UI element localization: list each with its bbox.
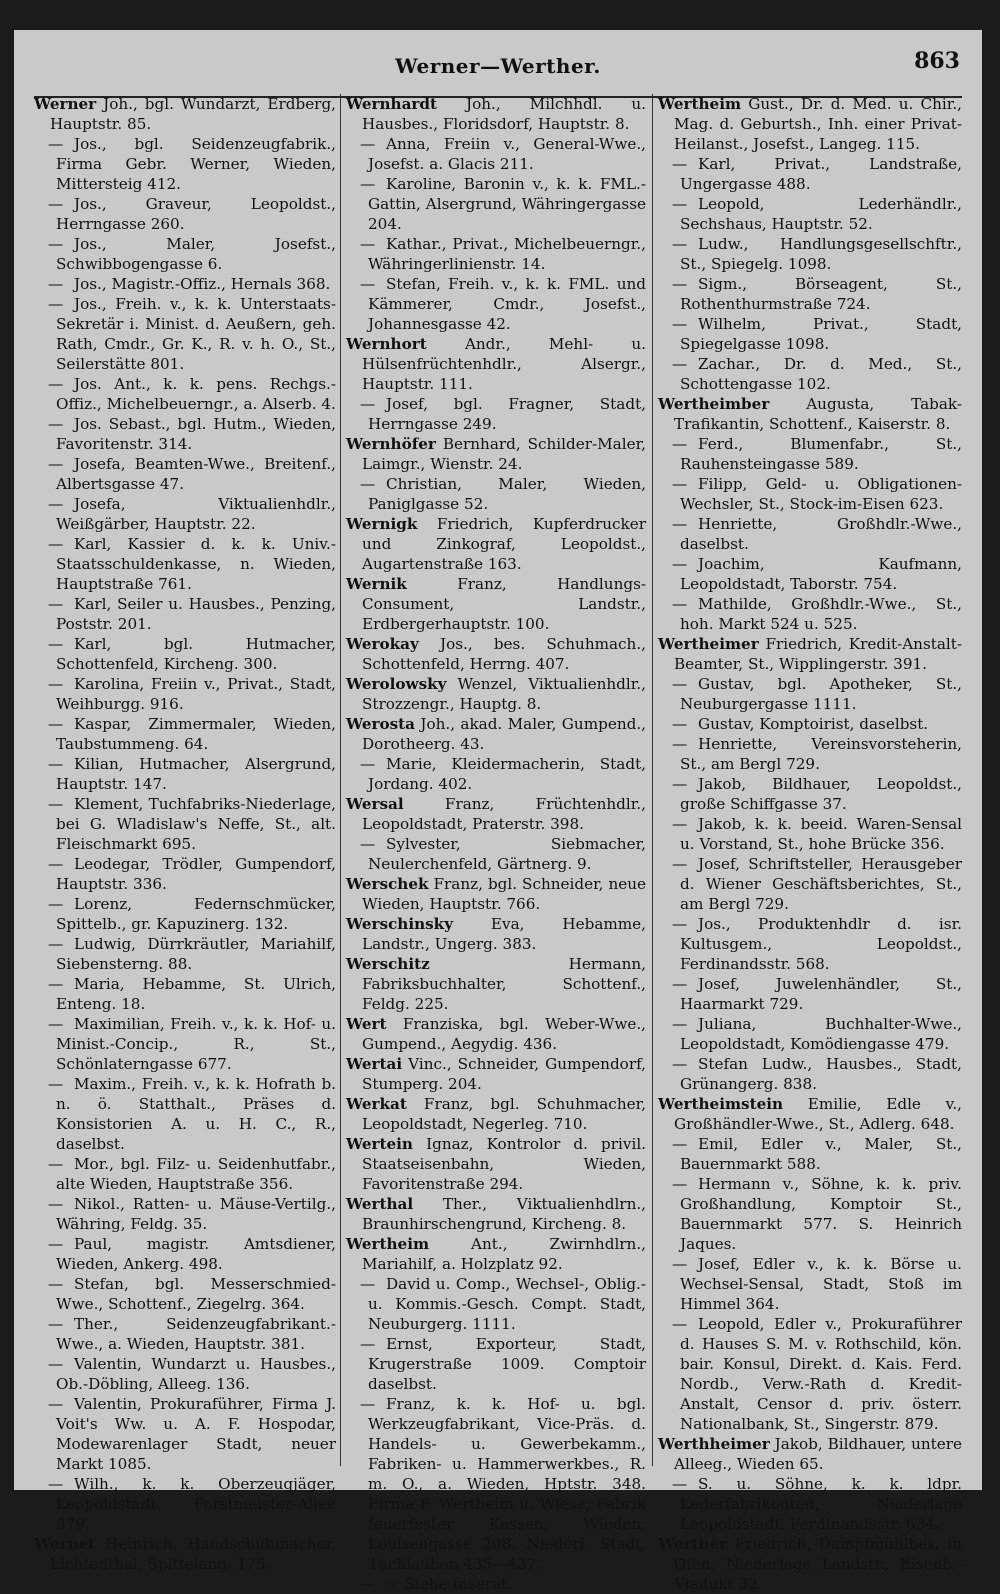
ditto-dash: —: [360, 1575, 376, 1593]
entry-text: Heinrich, Handschuhmacher, Lichtenthal, Spittelang. 175.: [50, 1535, 336, 1573]
entry-text: Joachim, Kaufmann, Leopoldstadt, Taborstr. 754.: [680, 555, 962, 593]
directory-entry: [658, 1534, 962, 1594]
column-2: [346, 94, 647, 1593]
directory-entry: [346, 834, 646, 874]
column-divider: [652, 94, 653, 1466]
entry-text: Bernhard, Schilder-Maler, Laimgr., Wienstr. 24.: [362, 435, 646, 473]
entry-text: Klement, Tuchfabriks-Niederlage, bei G. Wladislaw's Neffe, St., alt. Fleischmarkt 695.: [56, 795, 336, 853]
ditto-dash: —: [48, 235, 64, 253]
directory-entry: [658, 1094, 962, 1134]
ditto-dash: —: [48, 415, 64, 433]
entry-surname: Wernet: [34, 1535, 96, 1553]
directory-entry: [34, 1194, 336, 1234]
directory-entry: [658, 854, 962, 914]
entry-text: Wilh., k. k. Oberzeugjäger, Leopoldstadt, Forstmeister-Allee 379.: [56, 1475, 336, 1533]
entry-text: Emil, Edler v., Maler, St., Bauernmarkt 588.: [680, 1135, 962, 1173]
entry-text: Jos., bes. Schuhmach., Schottenfeld, Herrng. 407.: [362, 635, 646, 673]
directory-entry: [346, 134, 646, 174]
entry-text: Marie, Kleidermacherin, Stadt, Jordang. 402.: [368, 755, 646, 793]
entry-text: Jos., bgl. Seidenzeugfabrik., Firma Gebr. Werner, Wieden, Mittersteig 412.: [56, 135, 336, 193]
directory-entry: [658, 394, 962, 434]
ditto-dash: —: [48, 635, 64, 653]
directory-entry: [658, 1434, 962, 1474]
ditto-dash: —: [672, 1315, 688, 1333]
directory-entry: [346, 1234, 646, 1274]
ditto-dash: —: [360, 475, 376, 493]
entry-text: Stefan Ludw., Hausbes., Stadt, Grünangerg. 838.: [680, 1055, 962, 1093]
directory-entry: [658, 634, 962, 674]
ditto-dash: —: [360, 835, 376, 853]
directory-entry: [346, 1094, 646, 1134]
directory-entry: [346, 434, 646, 474]
entry-text: Leopold, Edler v., Prokuraführer d. Hauses S. M. v. Rothschild, kön. bair. Konsul, Direkt. d. Kais. Ferd. Nordb., Verw.-Rath d. Kredit-Anstalt, Censor d. priv. österr. Nationalbank, St., Singerstr. 879.: [680, 1315, 962, 1433]
entry-text: Kaspar, Zimmermaler, Wieden, Taubstummeng. 64.: [56, 715, 336, 753]
directory-entry: [346, 1274, 646, 1334]
directory-entry: [34, 494, 336, 534]
entry-text: Jos., Freih. v., k. k. Unterstaats-Sekretär i. Minist. d. Aeußern, geh. Rath, Cmdr., Gr. K., R. v. h. O., St., Seilerstätte 801.: [56, 295, 336, 373]
entry-text: Josef, bgl. Fragner, Stadt, Herrngasse 249.: [368, 395, 646, 433]
directory-entry: [346, 174, 646, 234]
entry-text: Henriette, Großhdlr.-Wwe., daselbst.: [680, 515, 962, 553]
directory-entry: [658, 594, 962, 634]
entry-text: Leopold, Lederhändlr., Sechshaus, Hauptstr. 52.: [680, 195, 962, 233]
entry-text: Franz, Handlungs-Consument, Landstr., Erdbergerhauptstr. 100.: [362, 575, 646, 633]
entry-text: Friedrich, Kredit-Anstalt-Beamter, St., Wipplingerstr. 391.: [674, 635, 962, 673]
ditto-dash: —: [48, 375, 64, 393]
entry-text: Stefan, bgl. Messerschmied-Wwe., Schottenf., Ziegelrg. 364.: [56, 1275, 336, 1313]
entry-text: Karolina, Freiin v., Privat., Stadt, Weihburgg. 916.: [56, 675, 336, 713]
entry-surname: Wertheimber: [658, 395, 770, 413]
directory-entry: [658, 474, 962, 514]
entry-surname: Wertein: [346, 1135, 413, 1153]
directory-entry: [34, 1534, 336, 1574]
entry-text: Ludw., Handlungsgesellschftr., St., Spiegelg. 1098.: [680, 235, 962, 273]
column-1: [34, 94, 336, 1573]
ditto-dash: —: [48, 295, 64, 313]
directory-entry: [658, 714, 962, 734]
entry-text: Nikol., Ratten- u. Mäuse-Vertilg., Währing, Feldg. 35.: [56, 1195, 336, 1233]
ditto-dash: —: [360, 235, 376, 253]
directory-entry: [658, 674, 962, 714]
ditto-dash: —: [48, 1475, 64, 1493]
entry-surname: Werosta: [346, 715, 416, 733]
entry-surname: Werolowsky: [346, 675, 447, 693]
ditto-dash: —: [48, 895, 64, 913]
ditto-dash: —: [48, 675, 64, 693]
directory-entry: [658, 974, 962, 1014]
entry-surname: Werthal: [346, 1195, 414, 1213]
ditto-dash: —: [672, 915, 688, 933]
entry-surname: Wernhort: [346, 335, 427, 353]
entry-text: Gust., Dr. d. Med. u. Chir., Mag. d. Geburtsh., Inh. einer Privat-Heilanst., Josefst., Langeg. 115.: [674, 95, 963, 153]
ditto-dash: —: [672, 555, 688, 573]
entry-text: S. u. Söhne, k. k. ldpr. Lederfabrikonten, Niederlage Leopoldstadt, Ferdinandsstr. 634.: [680, 1475, 962, 1533]
directory-entry: [34, 1234, 336, 1274]
entry-text: Joh., Milchhdl. u. Hausbes., Floridsdorf, Hauptstr. 8.: [362, 95, 646, 133]
entry-surname: Werther: [658, 1535, 728, 1553]
entry-text: Gustav, Komptoirist, daselbst.: [698, 715, 929, 733]
entry-text: Andr., Mehl- u. Hülsenfrüchtenhdlr., Alsergr., Hauptstr. 111.: [362, 335, 646, 393]
entry-surname: Wersal: [346, 795, 404, 813]
directory-entry: [346, 1394, 646, 1574]
entry-surname: Werner: [34, 95, 97, 113]
entry-text: Franz, bgl. Schuhmacher, Leopoldstadt, Negerleg. 710.: [362, 1095, 647, 1133]
entry-text: Karl, bgl. Hutmacher, Schottenfeld, Kircheng. 300.: [56, 635, 336, 673]
directory-entry: [658, 814, 962, 854]
ditto-dash: —: [360, 175, 376, 193]
directory-entry: [658, 1174, 962, 1254]
directory-entry: [34, 294, 336, 374]
ditto-dash: —: [672, 1015, 688, 1033]
entry-text: Jos., Graveur, Leopoldst., Herrngasse 260.: [56, 195, 336, 233]
ditto-dash: —: [48, 535, 64, 553]
directory-entry: [34, 794, 336, 854]
ditto-dash: —: [672, 715, 688, 733]
entry-surname: Wert: [346, 1015, 387, 1033]
ditto-dash: —: [360, 275, 376, 293]
entry-surname: Wernhöfer: [346, 435, 436, 453]
directory-entry: [658, 1134, 962, 1174]
ditto-dash: —: [48, 755, 64, 773]
entry-text: Wilhelm, Privat., Stadt, Spiegelgasse 1098.: [680, 315, 962, 353]
entry-text: Lorenz, Federnschmücker, Spittelb., gr. Kapuzinerg. 132.: [56, 895, 336, 933]
entry-surname: Werkat: [346, 1095, 407, 1113]
entry-text: Valentin, Wundarzt u. Hausbes., Ob.-Döbling, Alleeg. 136.: [56, 1355, 336, 1393]
entry-text: ☞ Siehe Inserat.: [386, 1575, 513, 1593]
directory-entry: [658, 354, 962, 394]
entry-text: Stefan, Freih. v., k. k. FML. und Kämmerer, Cmdr., Josefst., Johannesgasse 42.: [368, 275, 646, 333]
ditto-dash: —: [48, 1395, 64, 1413]
entry-text: Mor., bgl. Filz- u. Seidenhutfabr., alte Wieden, Hauptstraße 356.: [56, 1155, 336, 1193]
entry-text: Mathilde, Großhdlr.-Wwe., St., hoh. Markt 524 u. 525.: [680, 595, 962, 633]
entry-text: Kathar., Privat., Michelbeuerngr., Währingerlinienstr. 14.: [368, 235, 646, 273]
entry-text: Hermann, Fabriksbuchhalter, Schottenf., Feldg. 225.: [362, 955, 646, 1013]
ditto-dash: —: [360, 395, 376, 413]
directory-entry: [658, 1054, 962, 1094]
directory-entry: [346, 1334, 646, 1394]
directory-entry: [34, 454, 336, 494]
running-head: Werner—Werther.: [395, 54, 601, 78]
ditto-dash: —: [672, 735, 688, 753]
directory-entry: [346, 1054, 646, 1094]
entry-surname: Werschitz: [346, 955, 430, 973]
ditto-dash: —: [672, 515, 688, 533]
ditto-dash: —: [672, 435, 688, 453]
entry-text: Paul, magistr. Amtsdiener, Wieden, Ankerg. 498.: [56, 1235, 336, 1273]
directory-entry: [346, 274, 646, 334]
entry-text: Karl, Seiler u. Hausbes., Penzing, Poststr. 201.: [56, 595, 336, 633]
entry-text: Jakob, Bildhauer, Leopoldst., große Schiffgasse 37.: [680, 775, 962, 813]
ditto-dash: —: [672, 1135, 688, 1153]
directory-entry: [346, 234, 646, 274]
ditto-dash: —: [672, 195, 688, 213]
directory-entry: [346, 1014, 646, 1054]
entry-text: Josef, Schriftsteller, Herausgeber d. Wiener Geschäftsberichtes, St., am Bergl 729.: [680, 855, 962, 913]
entry-text: Karl, Privat., Landstraße, Ungergasse 488.: [680, 155, 962, 193]
directory-entry: [34, 1154, 336, 1194]
entry-text: Josef, Juwelenhändler, St., Haarmarkt 729.: [680, 975, 962, 1013]
ditto-dash: —: [672, 315, 688, 333]
entry-surname: Wertheim: [658, 95, 742, 113]
directory-entry: [346, 754, 646, 794]
entry-text: Valentin, Prokuraführer, Firma J. Voit's Ww. u. A. F. Hospodar, Modewarenlager Stadt, neuer Markt 1085.: [56, 1395, 336, 1473]
directory-entry: [346, 634, 646, 674]
directory-entry: [34, 414, 336, 454]
entry-text: Maxim., Freih. v., k. k. Hofrath b. n. ö. Statthalt., Präses d. Konsistorien A. u. H. C., R., daselbst.: [56, 1075, 336, 1153]
directory-entry: [346, 334, 646, 394]
entry-text: Hermann v., Söhne, k. k. priv. Großhandlung, Komptoir St., Bauernmarkt 577. S. Heinrich Jaques.: [680, 1175, 962, 1253]
entry-text: Ernst, Exporteur, Stadt, Krugerstraße 1009. Comptoir daselbst.: [368, 1335, 646, 1393]
directory-entry: [34, 594, 336, 634]
directory-entry: [34, 634, 336, 674]
ditto-dash: —: [360, 755, 376, 773]
entry-text: Zachar., Dr. d. Med., St., Schottengasse 102.: [680, 355, 962, 393]
directory-entry: [346, 394, 646, 434]
directory-entry: [34, 274, 336, 294]
ditto-dash: —: [48, 1275, 64, 1293]
directory-entry: [658, 554, 962, 594]
ditto-dash: —: [360, 1395, 376, 1413]
ditto-dash: —: [672, 675, 688, 693]
entry-text: Ther., Viktualienhdlrn., Braunhirschengrund, Kircheng. 8.: [362, 1195, 647, 1233]
entry-surname: Wertheim: [346, 1235, 430, 1253]
ditto-dash: —: [672, 1255, 688, 1273]
directory-entry: [34, 894, 336, 934]
ditto-dash: —: [360, 135, 376, 153]
ditto-dash: —: [672, 775, 688, 793]
ditto-dash: —: [672, 235, 688, 253]
entry-text: Jos., Produktenhdlr d. isr. Kultusgem., Leopoldst., Ferdinandsstr. 568.: [680, 915, 962, 973]
directory-entry: [34, 1014, 336, 1074]
ditto-dash: —: [48, 1075, 64, 1093]
entry-text: Franziska, bgl. Weber-Wwe., Gumpend., Aegydig. 436.: [362, 1015, 646, 1053]
entry-text: David u. Comp., Wechsel-, Oblig.- u. Kommis.-Gesch. Compt. Stadt, Neuburgerg. 1111.: [368, 1275, 646, 1333]
directory-entry: [34, 1074, 336, 1154]
entry-surname: Werokay: [346, 635, 419, 653]
page-header: [14, 44, 982, 84]
entry-text: Joh., bgl. Wundarzt, Erdberg, Hauptstr. 85.: [50, 95, 336, 133]
ditto-dash: —: [48, 795, 64, 813]
directory-entry: [658, 1474, 962, 1534]
entry-text: Josefa, Viktualienhdlr., Weißgärber, Hauptstr. 22.: [56, 495, 336, 533]
entry-surname: Wertheimer: [658, 635, 759, 653]
entry-text: Josefa, Beamten-Wwe., Breitenf., Albertsgasse 47.: [56, 455, 336, 493]
entry-text: Ludwig, Dürrkräutler, Mariahilf, Siebensterng. 88.: [56, 935, 336, 973]
ditto-dash: —: [48, 595, 64, 613]
directory-entry: [34, 1274, 336, 1314]
entry-text: Sylvester, Siebmacher, Neulerchenfeld, Gärtnerg. 9.: [368, 835, 646, 873]
directory-entry: [34, 234, 336, 274]
ditto-dash: —: [672, 475, 688, 493]
entry-text: Jakob, Bildhauer, untere Alleeg., Wieden 65.: [674, 1435, 963, 1473]
ditto-dash: —: [360, 1275, 376, 1293]
directory-entry: [658, 514, 962, 554]
directory-entry: [34, 754, 336, 794]
entry-text: Emilie, Edle v., Großhändler-Wwe., St., Adlerg. 648.: [674, 1095, 963, 1133]
directory-entry: [658, 1014, 962, 1054]
directory-entry: [346, 794, 646, 834]
ditto-dash: —: [672, 1055, 688, 1073]
directory-entry: [34, 934, 336, 974]
entry-text: Joh., akad. Maler, Gumpend., Dorotheerg. 43.: [362, 715, 646, 753]
entry-text: Jos., Magistr.-Offiz., Hernals 368.: [74, 275, 331, 293]
directory-entry: [34, 94, 336, 134]
directory-entry: [658, 94, 962, 154]
page-number: 863: [914, 48, 960, 74]
directory-entry: [34, 134, 336, 194]
ditto-dash: —: [360, 1335, 376, 1353]
entry-text: Christian, Maler, Wieden, Paniglgasse 52.: [368, 475, 646, 513]
entry-text: Maria, Hebamme, St. Ulrich, Enteng. 18.: [56, 975, 336, 1013]
entry-text: Jos. Ant., k. k. pens. Rechgs.-Offiz., Michelbeuerngr., a. Alserb. 4.: [56, 375, 336, 413]
directory-entry: [346, 914, 646, 954]
ditto-dash: —: [48, 1155, 64, 1173]
ditto-dash: —: [672, 1175, 688, 1193]
entry-text: Friedrich, Kupferdrucker und Zinkograf, Leopoldst., Augartenstraße 163.: [362, 515, 647, 573]
directory-entry: [658, 734, 962, 774]
ditto-dash: —: [48, 455, 64, 473]
ditto-dash: —: [48, 1355, 64, 1373]
ditto-dash: —: [48, 275, 64, 293]
directory-entry: [658, 314, 962, 354]
entry-text: Vinc., Schneider, Gumpendorf, Stumperg. 204.: [362, 1055, 646, 1093]
directory-entry: [34, 714, 336, 754]
ditto-dash: —: [48, 195, 64, 213]
entry-text: Augusta, Tabak-Trafikantin, Schottenf., Kaiserstr. 8.: [674, 395, 962, 433]
entry-surname: Werschek: [346, 875, 429, 893]
directory-entry: [346, 574, 646, 634]
ditto-dash: —: [48, 1315, 64, 1333]
entry-text: Friedrich, Dampfmühlbes. in Ofen, Niederlage Landstr., Eisenb.-Viadukt 32.: [674, 1535, 962, 1593]
entry-text: Leodegar, Trödler, Gumpendorf, Hauptstr. 336.: [56, 855, 336, 893]
directory-entry: [346, 94, 646, 134]
ditto-dash: —: [48, 975, 64, 993]
entry-text: Ignaz, Kontrolor d. privil. Staatseisenbahn, Wieden, Favoritenstraße 294.: [362, 1135, 647, 1193]
entry-text: Ther., Seidenzeugfabrikant.-Wwe., a. Wieden, Hauptstr. 381.: [56, 1315, 336, 1353]
entry-text: Josef, Edler v., k. k. Börse u. Wechsel-Sensal, Stadt, Stoß im Himmel 364.: [680, 1255, 962, 1313]
directory-entry: [34, 674, 336, 714]
directory-entry: [346, 1134, 646, 1194]
entry-text: Franz, Früchtenhdlr., Leopoldstadt, Praterstr. 398.: [362, 795, 646, 833]
entry-surname: Wernik: [346, 575, 407, 593]
directory-entry: [658, 154, 962, 194]
ditto-dash: —: [48, 135, 64, 153]
ditto-dash: —: [48, 495, 64, 513]
directory-entry: [34, 1314, 336, 1354]
directory-entry: [34, 534, 336, 594]
entry-text: Juliana, Buchhalter-Wwe., Leopoldstadt, Komödiengasse 479.: [680, 1015, 962, 1053]
directory-entry: [346, 514, 646, 574]
entry-text: Henriette, Vereinsvorsteherin, St., am Bergl 729.: [680, 735, 962, 773]
directory-entry: [658, 194, 962, 234]
entry-text: Maximilian, Freih. v., k. k. Hof- u. Minist.-Concip., R., St., Schönlaterngasse 677.: [56, 1015, 336, 1073]
entry-text: Sigm., Börseagent, St., Rothenthurmstraße 724.: [680, 275, 962, 313]
directory-entry: [34, 974, 336, 1014]
ditto-dash: —: [672, 1475, 688, 1493]
ditto-dash: —: [672, 595, 688, 613]
entry-text: Franz, bgl. Schneider, neue Wieden, Hauptstr. 766.: [362, 875, 647, 913]
directory-entry: [34, 854, 336, 894]
ditto-dash: —: [48, 1195, 64, 1213]
directory-entry: [346, 474, 646, 514]
directory-entry: [34, 1394, 336, 1474]
entry-text: Karoline, Baronin v., k. k. FML.-Gattin, Alsergrund, Währingergasse 204.: [368, 175, 646, 233]
ditto-dash: —: [48, 935, 64, 953]
directory-entry: [34, 374, 336, 414]
entry-text: Gustav, bgl. Apotheker, St., Neuburgergasse 1111.: [680, 675, 962, 713]
directory-page: [14, 30, 982, 1593]
directory-entry: [34, 1474, 336, 1534]
ditto-dash: —: [48, 855, 64, 873]
ditto-dash: —: [48, 715, 64, 733]
entry-text: Jos., Maler, Josefst., Schwibbogengasse 6.: [56, 235, 336, 273]
entry-text: Jos. Sebast., bgl. Hutm., Wieden, Favoritenstr. 314.: [56, 415, 336, 453]
entry-surname: Werthheimer: [658, 1435, 770, 1453]
entry-text: Kilian, Hutmacher, Alsergrund, Hauptstr. 147.: [56, 755, 336, 793]
directory-entry: [346, 954, 646, 1014]
entry-text: Jakob, k. k. beeid. Waren-Sensal u. Vorstand, St., hohe Brücke 356.: [680, 815, 962, 853]
entry-text: Filipp, Geld- u. Obligationen-Wechsler, St., Stock-im-Eisen 623.: [680, 475, 962, 513]
directory-entry: [346, 1574, 646, 1594]
directory-entry: [658, 234, 962, 274]
entry-surname: Wernhardt: [346, 95, 438, 113]
directory-entry: [346, 674, 646, 714]
ditto-dash: —: [672, 815, 688, 833]
directory-entry: [346, 714, 646, 754]
ditto-dash: —: [48, 1015, 64, 1033]
directory-entry: [658, 774, 962, 814]
directory-entry: [658, 434, 962, 474]
directory-entry: [34, 194, 336, 234]
ditto-dash: —: [672, 355, 688, 373]
directory-entry: [658, 1254, 962, 1314]
ditto-dash: —: [672, 275, 688, 293]
ditto-dash: —: [672, 155, 688, 173]
ditto-dash: —: [48, 1235, 64, 1253]
entry-surname: Wertai: [346, 1055, 403, 1073]
directory-entry: [346, 874, 646, 914]
entry-surname: Wernigk: [346, 515, 418, 533]
directory-entry: [658, 1314, 962, 1434]
entry-text: Franz, k. k. Hof- u. bgl. Werkzeugfabrikant, Vice-Präs. d. Handels- u. Gewerbekamm., Fabriken- u. Hammerwerkbes., R. m. O., a. Wieden, Hptstr. 348. Firma F. Wertheim u. Wiese, Fabrik feuerfester Kassen, Wieden, Louisengasse 208. Niederl. Stadt, Tuchlauben 435—437.: [368, 1395, 646, 1573]
directory-entry: [346, 1194, 646, 1234]
entry-text: Ferd., Blumenfabr., St., Rauhensteingasse 589.: [680, 435, 962, 473]
directory-entry: [34, 1354, 336, 1394]
entry-text: Anna, Freiin v., General-Wwe., Josefst. a. Glacis 211.: [368, 135, 646, 173]
entry-text: Karl, Kassier d. k. k. Univ.-Staatsschuldenkasse, n. Wieden, Hauptstraße 761.: [56, 535, 336, 593]
directory-entry: [658, 914, 962, 974]
entry-surname: Werschinsky: [346, 915, 454, 933]
entry-text: Ant., Zwirnhdlrn., Mariahilf, a. Holzplatz 92.: [362, 1235, 646, 1273]
column-divider: [340, 94, 341, 1466]
ditto-dash: —: [672, 975, 688, 993]
entry-text: Wenzel, Viktualienhdlr., Strozzengr., Hauptg. 8.: [362, 675, 646, 713]
directory-entry: [658, 274, 962, 314]
column-3: [658, 94, 963, 1593]
entry-surname: Wertheimstein: [658, 1095, 784, 1113]
ditto-dash: —: [672, 855, 688, 873]
entry-text: Eva, Hebamme, Landstr., Ungerg. 383.: [362, 915, 646, 953]
